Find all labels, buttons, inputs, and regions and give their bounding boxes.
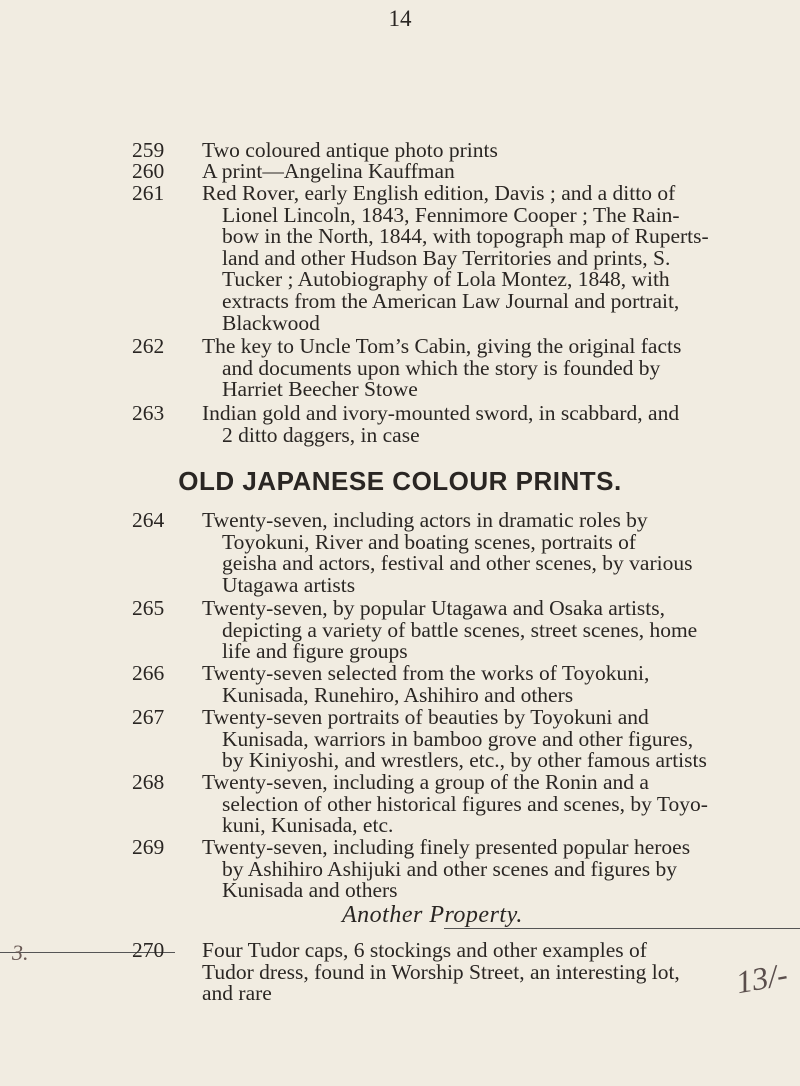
desc-line: 2 ditto daggers, in case <box>222 422 420 447</box>
desc-line: Red Rover, early English edition, Davis ; and a ditto of <box>202 181 676 205</box>
lot-description <box>202 403 787 446</box>
desc-line: and documents upon which the story is founded by <box>222 355 661 380</box>
lot-description <box>202 663 787 706</box>
desc-line: Twenty-seven, including a group of the Ronin and a <box>202 770 649 794</box>
lot-description <box>202 772 787 837</box>
lot-description <box>202 510 787 596</box>
desc-line: extracts from the American Law Journal and portrait, <box>222 288 680 313</box>
desc-line: Four Tudor caps, 6 stockings and other examples of <box>202 938 647 962</box>
desc-line: A print—Angelina Kauffman <box>202 159 455 183</box>
desc-line: Kunisada, warriors in bamboo grove and other figures, <box>222 726 694 751</box>
desc-line: Toyokuni, River and boating scenes, portraits of <box>222 529 637 554</box>
lot-description <box>202 336 787 401</box>
desc-line: Twenty-seven, by popular Utagawa and Osaka artists, <box>202 596 665 620</box>
desc-line: Twenty-seven, including finely presented popular heroes <box>202 835 691 859</box>
lot-number: 261 <box>132 181 165 205</box>
desc-line: kuni, Kunisada, etc. <box>222 813 394 838</box>
lot-number: 265 <box>132 596 165 620</box>
lot-description <box>202 940 787 1005</box>
rule-right <box>444 928 800 929</box>
lot-number: 270 <box>132 938 165 962</box>
desc-line: depicting a variety of battle scenes, street scenes, home <box>222 617 698 642</box>
handwritten-note: 13/- <box>733 955 791 1001</box>
desc-line: The key to Uncle Tom’s Cabin, giving the original facts <box>202 334 682 358</box>
margin-note: 3. <box>12 940 29 965</box>
lot-number: 260 <box>132 159 165 183</box>
lot-number: 264 <box>132 508 165 532</box>
desc-line: life and figure groups <box>222 639 408 664</box>
lot-number: 266 <box>132 661 165 685</box>
lot-description <box>202 598 787 663</box>
lot-number: 259 <box>132 138 165 162</box>
desc-line: Twenty-seven selected from the works of Toyokuni, <box>202 661 650 685</box>
lot-description <box>202 161 787 183</box>
lot-description <box>202 837 787 902</box>
lot-number: 267 <box>132 705 165 729</box>
desc-line: Twenty-seven portraits of beauties by Toyokuni and <box>202 705 649 729</box>
desc-line: geisha and actors, festival and other scenes, by various <box>222 551 693 576</box>
desc-line: Utagawa artists <box>222 572 356 597</box>
lot-description <box>202 707 787 772</box>
desc-line: Blackwood <box>222 310 320 335</box>
desc-line: Lionel Lincoln, 1843, Fennimore Cooper ; The Rain- <box>222 202 680 227</box>
lot-number: 263 <box>132 401 165 425</box>
desc-line: Kunisada, Runehiro, Ashihiro and others <box>222 682 574 707</box>
lot-number: 268 <box>132 770 165 794</box>
desc-line: Twenty-seven, including actors in dramatic roles by <box>202 508 648 532</box>
desc-line: Kunisada and others <box>222 878 398 903</box>
page-number: 14 <box>388 6 412 31</box>
desc-line: by Ashihiro Ashijuki and other scenes and figures by <box>222 856 678 881</box>
desc-line: bow in the North, 1844, with topograph map of Ruperts- <box>222 224 709 249</box>
section-heading: OLD JAPANESE COLOUR PRINTS. <box>178 466 622 496</box>
desc-line: and rare <box>202 981 272 1006</box>
desc-line: land and other Hudson Bay Territories and prints, S. <box>222 245 671 270</box>
desc-line: by Kiniyoshi, and wrestlers, etc., by other famous artists <box>222 748 707 773</box>
desc-line: Tucker ; Autobiography of Lola Montez, 1848, with <box>222 267 670 292</box>
desc-line: Indian gold and ivory-mounted sword, in scabbard, and <box>202 401 680 425</box>
desc-line: Harriet Beecher Stowe <box>222 377 418 402</box>
desc-line: Tudor dress, found in Worship Street, an interesting lot, <box>202 959 680 984</box>
lot-number: 262 <box>132 334 165 358</box>
desc-line: Two coloured antique photo prints <box>202 138 498 162</box>
lot-description <box>202 183 787 334</box>
desc-line: selection of other historical figures and scenes, by Toyo- <box>222 791 708 816</box>
another-property-heading: Another Property. <box>342 902 523 928</box>
lot-number: 269 <box>132 835 165 859</box>
